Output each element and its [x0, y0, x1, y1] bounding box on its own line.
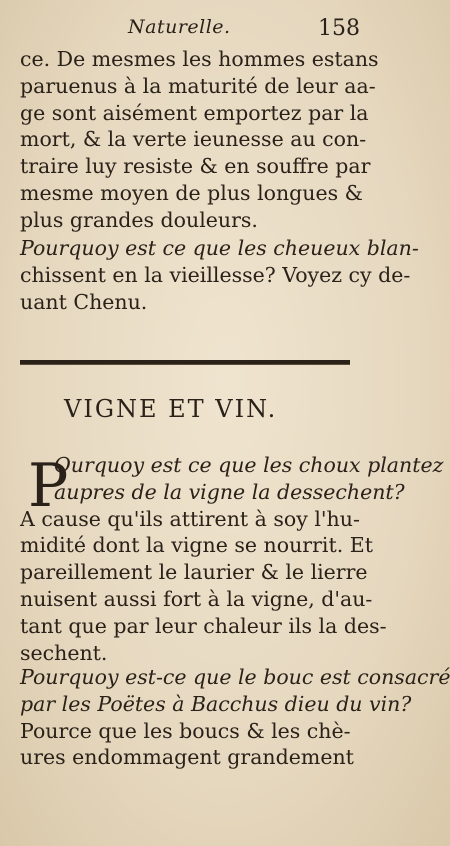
text-line: Pource que les boucs & les chè- — [20, 718, 351, 743]
page-number: 158 — [318, 16, 360, 41]
text-line: Pourquoy est-ce que le bouc est consacré — [20, 665, 450, 689]
text-line: pareillement le laurier & le lierre — [20, 560, 368, 585]
question-two — [20, 452, 444, 666]
text-line: plus grandes douleurs. — [20, 207, 258, 232]
text-line: nuisent aussi fort à la vigne, d'au- — [20, 586, 373, 611]
question-three — [20, 664, 450, 771]
text-line: ures endommagent grandement — [20, 745, 354, 770]
text-line: A cause qu'ils attirent à soy l'hu- — [20, 506, 360, 531]
running-title: Naturelle. — [128, 16, 231, 38]
text-line: chissent en la vieillesse? Voyez cy de- — [20, 262, 411, 287]
passage-one — [20, 46, 379, 234]
text-line: sechent. — [20, 640, 108, 665]
text-line: Ourquoy est ce que les choux plantez — [54, 453, 444, 477]
text-line: par les Poëtes à Bacchus dieu du vin? — [20, 691, 412, 716]
drop-cap: P — [28, 451, 69, 521]
question-one — [20, 235, 419, 315]
text-line: midité dont la vigne se nourrit. Et — [20, 533, 373, 558]
text-line: traire luy resiste & en souffre par — [20, 154, 371, 179]
section-heading: VIGNE ET VIN. — [64, 395, 278, 423]
text-line: mort, & la verte ieunesse au con- — [20, 127, 367, 152]
section-divider — [20, 360, 350, 364]
text-line: mesme moyen de plus longues & — [20, 180, 363, 205]
text-line: aupres de la vigne la dessechent? — [54, 479, 405, 504]
text-line: tant que par leur chaleur ils la des- — [20, 613, 387, 638]
text-line: Pourquoy est ce que les cheueux blan- — [20, 236, 419, 260]
text-line: uant Chenu. — [20, 289, 148, 314]
text-line: ce. De mesmes les hommes estans — [20, 47, 379, 71]
text-line: paruenus à la maturité de leur aa- — [20, 73, 376, 98]
text-line: ge sont aisément emportez par la — [20, 100, 369, 125]
